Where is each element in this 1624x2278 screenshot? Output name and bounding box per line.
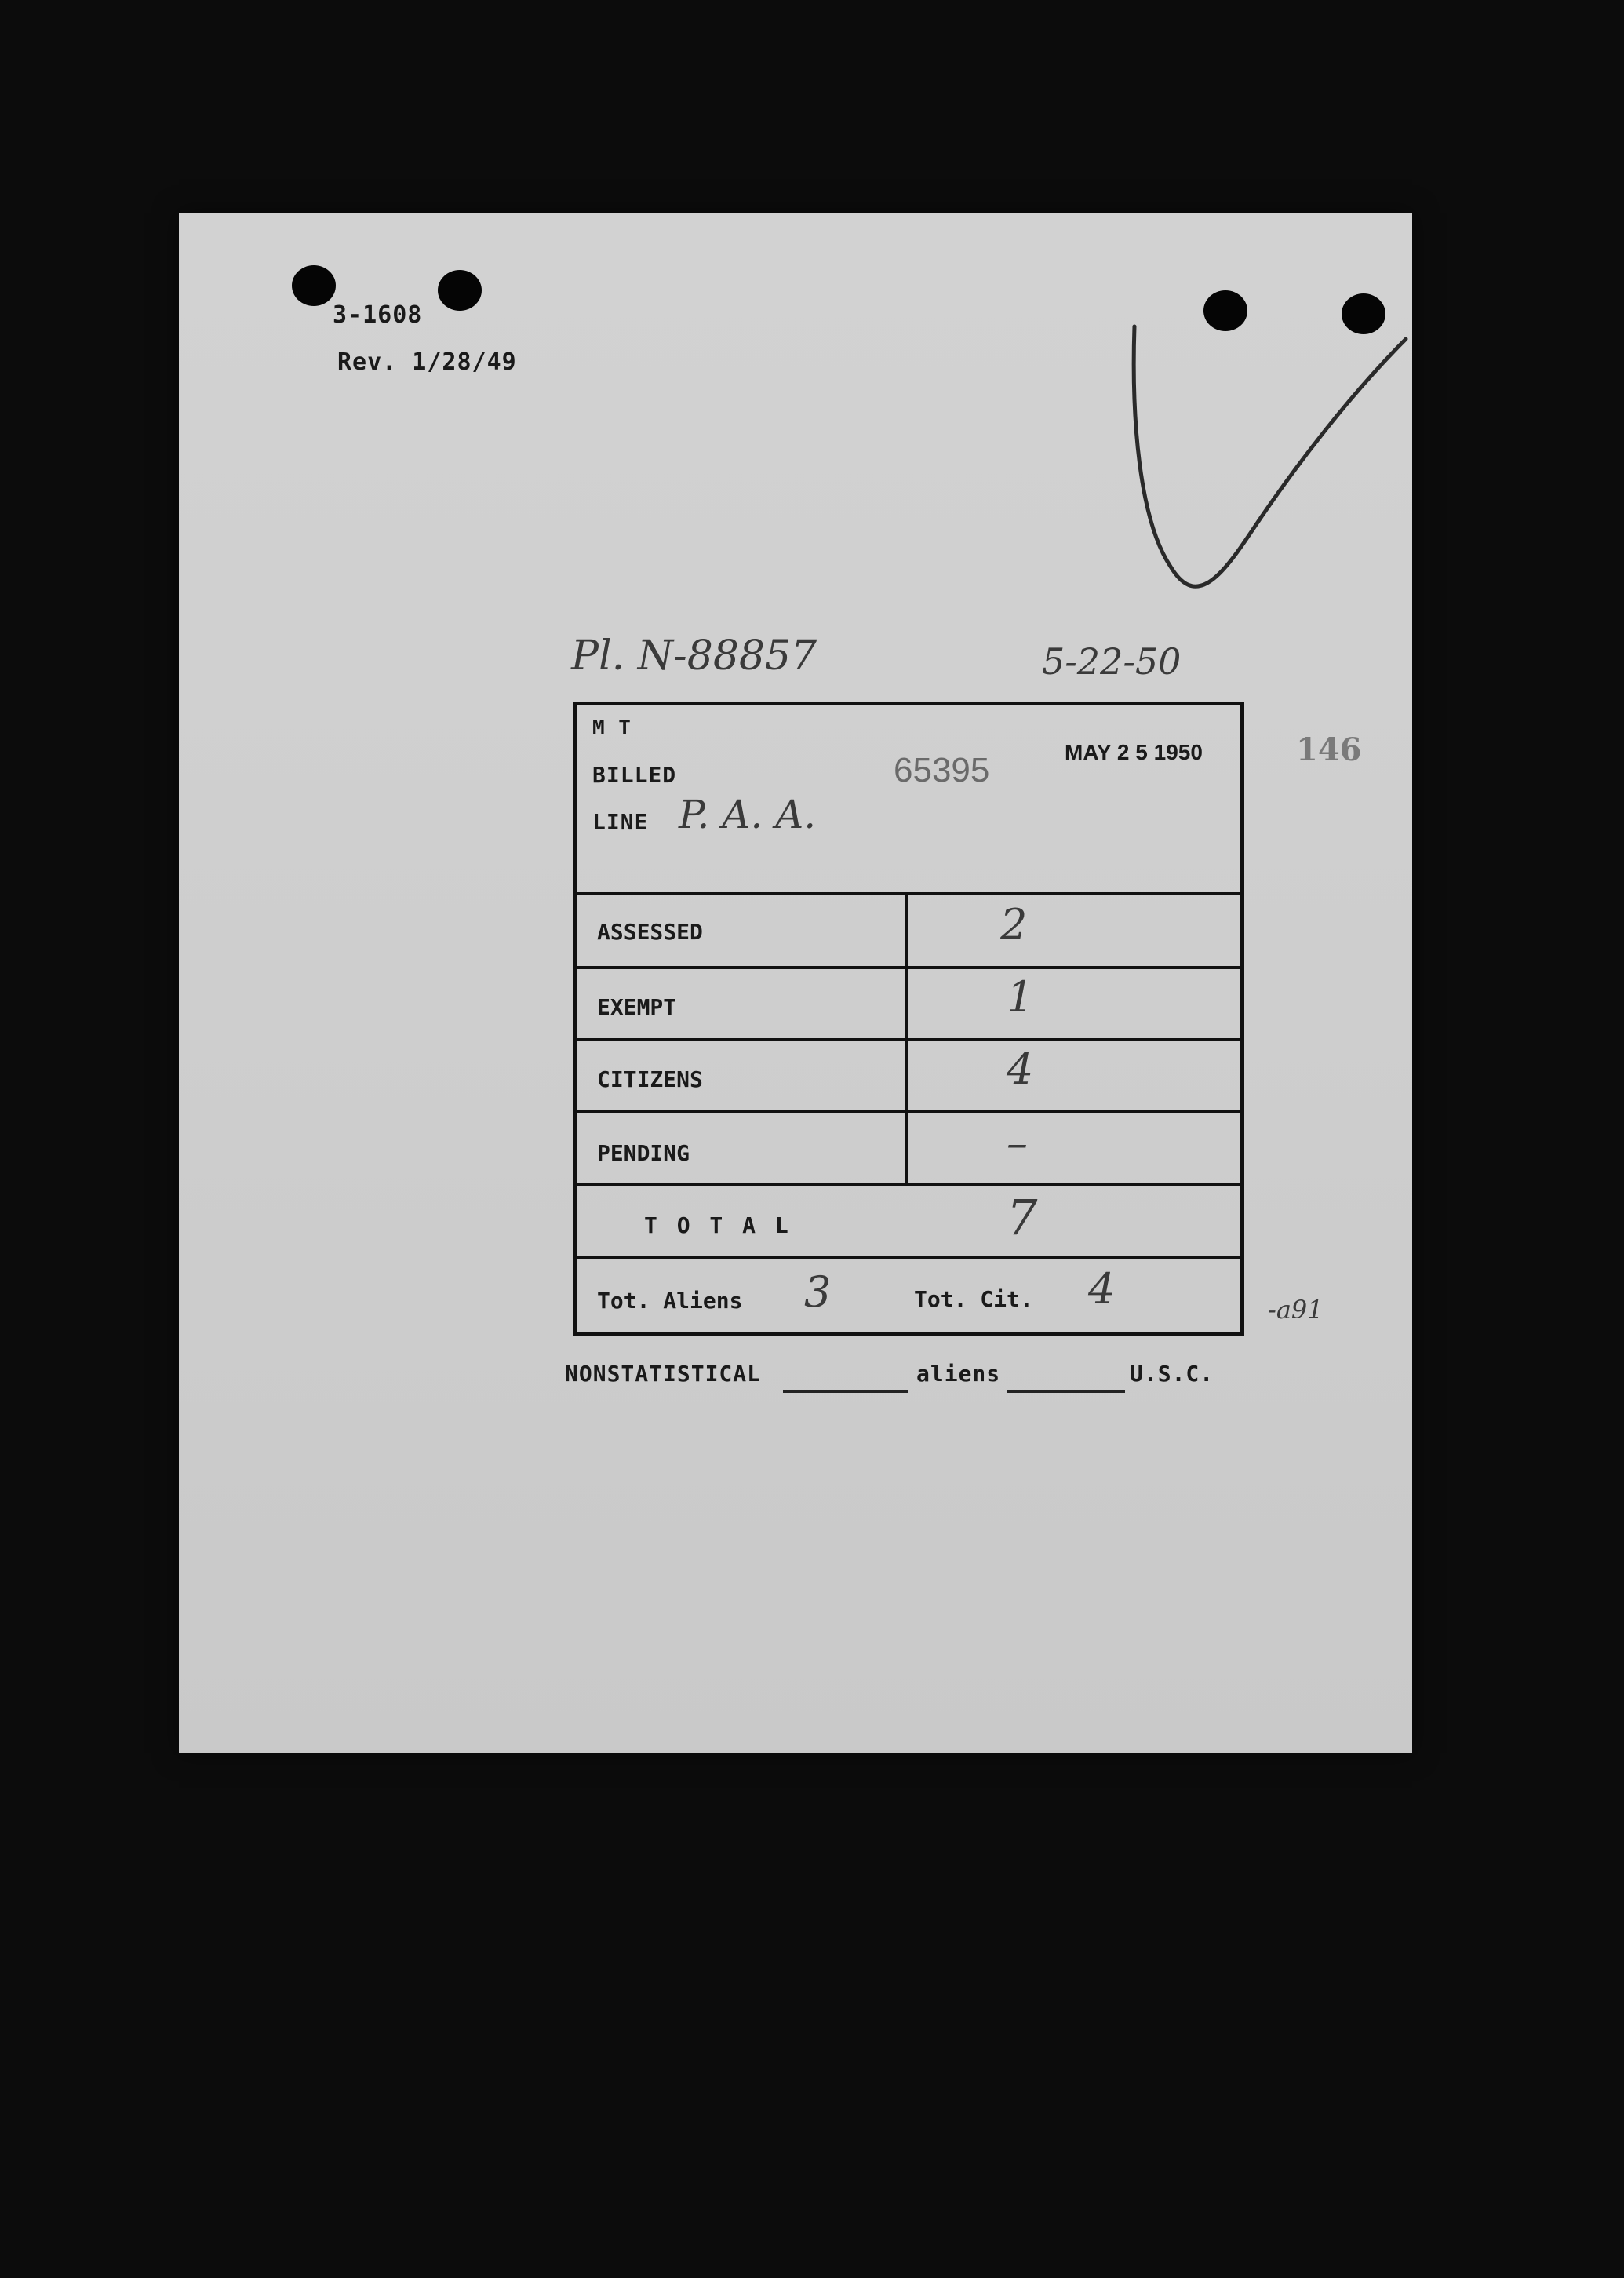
column-divider [905, 892, 908, 1186]
divider [577, 892, 1240, 895]
divider [577, 1038, 1240, 1041]
total-label: T O T A L [644, 1212, 792, 1238]
document-page [179, 213, 1412, 1753]
row-label-pending: PENDING [597, 1140, 690, 1166]
total-aliens-label: Tot. Aliens [597, 1288, 743, 1314]
punch-hole [438, 270, 482, 311]
line-label: LINE [592, 809, 649, 835]
blank-line [1007, 1390, 1125, 1393]
row-label-assessed: ASSESSED [597, 919, 703, 945]
divider [577, 1256, 1240, 1259]
divider [577, 1110, 1240, 1113]
usc-label: U.S.C. [1130, 1361, 1214, 1387]
total-citizens-label: Tot. Cit. [914, 1286, 1033, 1312]
row-label-citizens: CITIZENS [597, 1066, 703, 1092]
form-number: 3-1608 [333, 301, 423, 329]
divider [577, 1183, 1240, 1186]
nonstatistical-label: NONSTATISTICAL [565, 1361, 762, 1387]
total-value: 7 [1007, 1189, 1038, 1246]
mt-label: M T [592, 716, 632, 740]
serial-stamp: 65395 [894, 751, 990, 789]
form-revision: Rev. 1/28/49 [337, 348, 517, 376]
total-citizens-value: 4 [1088, 1264, 1116, 1314]
divider [577, 966, 1240, 969]
reference-number-handwritten: Pl. N-88857 [571, 632, 817, 680]
blank-line [783, 1390, 908, 1393]
total-aliens-value: 3 [804, 1267, 832, 1317]
punch-hole [292, 265, 336, 306]
aliens-label: aliens [916, 1361, 1001, 1387]
statistics-form [573, 702, 1244, 1336]
side-note-handwritten: -a91 [1268, 1295, 1324, 1325]
checkmark-icon [1131, 323, 1414, 621]
row-value-pending: – [1007, 1118, 1028, 1168]
row-value-citizens: 4 [1007, 1044, 1034, 1094]
row-label-exempt: EXEMPT [597, 994, 677, 1020]
row-value-assessed: 2 [1000, 900, 1028, 949]
line-value: P. A. A. [679, 792, 817, 837]
row-value-exempt: 1 [1007, 972, 1034, 1022]
billed-label: BILLED [592, 762, 677, 788]
date-handwritten: 5-22-50 [1042, 640, 1182, 683]
page-number-stamp: 146 [1296, 731, 1362, 768]
date-stamp: MAY 2 5 1950 [1065, 740, 1203, 764]
